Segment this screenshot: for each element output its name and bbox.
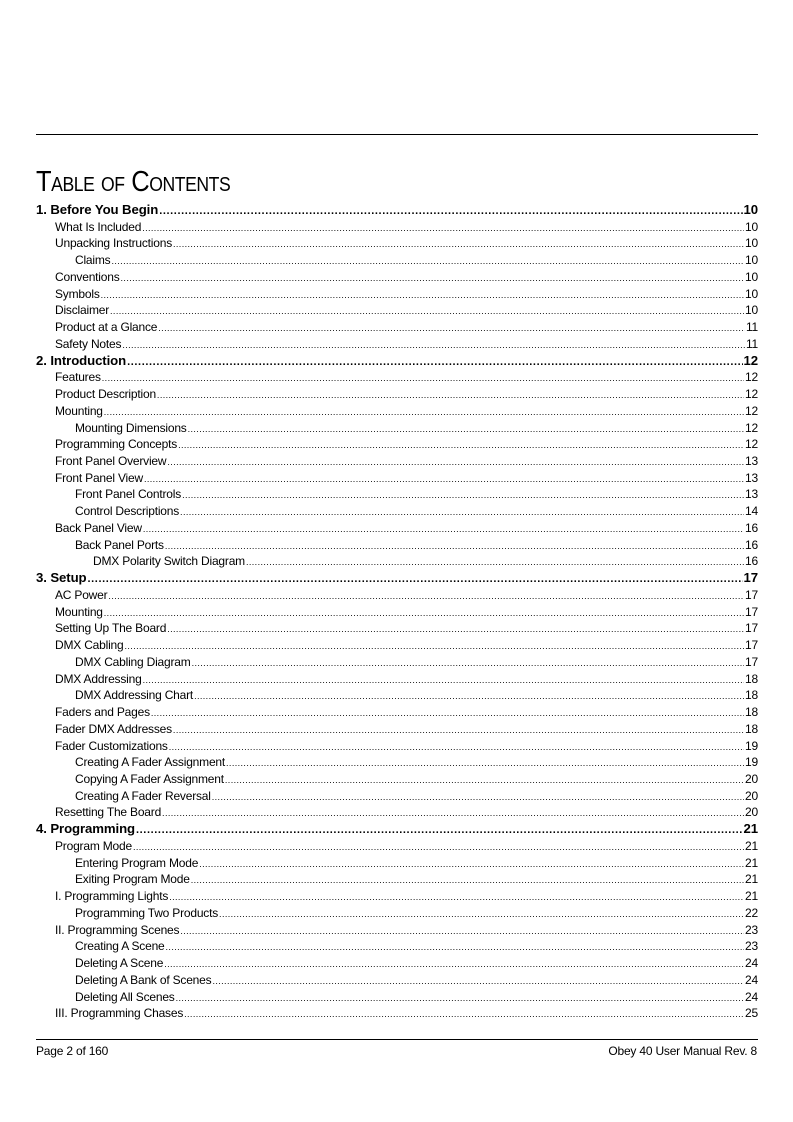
- dot-leader: [164, 956, 744, 973]
- toc-entry-title: What Is Included: [55, 219, 142, 234]
- toc-entry-title: 3. Setup: [36, 570, 87, 586]
- toc-entry-title: Programming Concepts: [55, 437, 178, 452]
- toc-entry-title: Disclaimer: [55, 303, 110, 318]
- dot-leader: [212, 973, 744, 990]
- page-title: Table of Contents: [36, 166, 231, 198]
- dot-leader: [143, 521, 744, 538]
- dot-leader: [122, 337, 745, 354]
- toc-entry-title: Deleting All Scenes: [75, 989, 175, 1004]
- dot-leader: [104, 605, 744, 622]
- dot-leader: [180, 923, 744, 940]
- dot-leader: [219, 906, 744, 923]
- footer-page-number: Page 2 of 160: [36, 1044, 109, 1058]
- toc-entry-page: 21: [745, 872, 758, 887]
- toc-entry[interactable]: [36, 453, 758, 470]
- toc-entry-page: 21: [745, 855, 758, 870]
- dot-leader: [173, 722, 744, 739]
- table-of-contents: [36, 202, 758, 1022]
- dot-leader: [199, 856, 744, 873]
- toc-entry-page: 17: [745, 604, 758, 619]
- toc-entry-title: Product at a Glance: [55, 320, 158, 335]
- dot-leader: [111, 253, 744, 270]
- toc-entry-title: Resetting The Board: [55, 805, 162, 820]
- toc-entry-title: Deleting A Scene: [75, 956, 164, 971]
- toc-entry[interactable]: [36, 955, 758, 972]
- dot-leader: [176, 990, 744, 1007]
- toc-entry[interactable]: [36, 738, 758, 755]
- toc-entry-page: 18: [745, 688, 758, 703]
- toc-entry[interactable]: [36, 905, 758, 922]
- toc-entry[interactable]: [36, 202, 758, 219]
- toc-entry-page: 24: [745, 956, 758, 971]
- toc-entry-title: Unpacking Instructions: [55, 236, 172, 251]
- toc-entry[interactable]: [36, 838, 758, 855]
- toc-entry-page: 11: [745, 336, 758, 351]
- toc-entry[interactable]: [36, 269, 758, 286]
- dot-leader: [104, 404, 744, 421]
- dot-leader: [144, 471, 744, 488]
- toc-entry[interactable]: [36, 671, 758, 688]
- toc-entry-page: 17: [745, 654, 758, 669]
- toc-entry[interactable]: [36, 972, 758, 989]
- dot-leader: [169, 739, 744, 756]
- toc-entry-page: 12: [745, 370, 758, 385]
- toc-entry-page: 12: [745, 437, 758, 452]
- toc-entry-title: Product Description: [55, 387, 156, 402]
- toc-entry-title: Copying A Fader Assignment: [75, 771, 224, 786]
- toc-entry-title: Fader DMX Addresses: [55, 721, 172, 736]
- toc-entry-title: Symbols: [55, 286, 100, 301]
- toc-entry-page: 12: [745, 403, 758, 418]
- toc-entry[interactable]: [36, 654, 758, 671]
- toc-entry-page: 10: [745, 286, 758, 301]
- dot-leader: [143, 672, 744, 689]
- dot-leader: [212, 789, 744, 806]
- toc-entry-page: 18: [745, 721, 758, 736]
- toc-entry[interactable]: [36, 520, 758, 537]
- toc-entry-title: Entering Program Mode: [75, 855, 199, 870]
- toc-entry[interactable]: [36, 922, 758, 939]
- footer-rule: [36, 1039, 758, 1040]
- toc-entry[interactable]: [36, 436, 758, 453]
- footer-document-title: Obey 40 User Manual Rev. 8: [608, 1044, 757, 1058]
- toc-entry-title: Features: [55, 370, 101, 385]
- toc-entry[interactable]: [36, 771, 758, 788]
- toc-entry[interactable]: [36, 219, 758, 236]
- dot-leader: [173, 236, 744, 253]
- toc-entry-page: 14: [745, 504, 758, 519]
- toc-entry[interactable]: [36, 286, 758, 303]
- toc-entry-title: I. Programming Lights: [55, 889, 169, 904]
- toc-entry-title: 4. Programming: [36, 821, 135, 837]
- dot-leader: [194, 688, 744, 705]
- dot-leader: [110, 303, 744, 320]
- toc-entry-title: Conventions: [55, 269, 120, 284]
- toc-entry-title: Mounting: [55, 403, 103, 418]
- toc-entry-page: 23: [745, 939, 758, 954]
- toc-entry[interactable]: [36, 252, 758, 269]
- toc-entry-page: 17: [745, 587, 758, 602]
- toc-entry-title: DMX Cabling: [55, 638, 124, 653]
- toc-entry-page: 24: [745, 972, 758, 987]
- toc-entry[interactable]: [36, 704, 758, 721]
- toc-entry[interactable]: [36, 888, 758, 905]
- toc-entry-page: 20: [745, 805, 758, 820]
- toc-entry[interactable]: [36, 336, 758, 353]
- toc-entry[interactable]: [36, 420, 758, 437]
- toc-entry-title: 1. Before You Begin: [36, 202, 159, 217]
- toc-entry-page: 11: [745, 320, 758, 335]
- toc-entry-page: 16: [745, 520, 758, 535]
- toc-entry-page: 19: [745, 755, 758, 770]
- dot-leader: [136, 822, 743, 839]
- toc-entry[interactable]: [36, 989, 758, 1006]
- dot-leader: [133, 839, 744, 856]
- toc-entry-title: Deleting A Bank of Scenes: [75, 972, 212, 987]
- toc-entry[interactable]: [36, 721, 758, 738]
- dot-leader: [88, 571, 743, 588]
- dot-leader: [226, 755, 744, 772]
- toc-entry-page: 10: [745, 253, 758, 268]
- dot-leader: [180, 504, 744, 521]
- toc-entry-title: Front Panel Overview: [55, 454, 167, 469]
- toc-entry[interactable]: [36, 353, 758, 370]
- dot-leader: [157, 387, 744, 404]
- toc-entry-title: Safety Notes: [55, 336, 122, 351]
- toc-entry-title: Claims: [75, 253, 111, 268]
- toc-entry-title: Exiting Program Mode: [75, 872, 190, 887]
- dot-leader: [167, 621, 744, 638]
- toc-entry-title: Setting Up The Board: [55, 621, 167, 636]
- toc-entry-page: 19: [745, 738, 758, 753]
- dot-leader: [178, 437, 744, 454]
- toc-entry-page: 17: [743, 570, 758, 586]
- toc-entry-title: Creating A Fader Reversal: [75, 788, 211, 803]
- toc-entry[interactable]: [36, 855, 758, 872]
- toc-entry-page: 20: [745, 771, 758, 786]
- toc-entry-page: 24: [745, 989, 758, 1004]
- toc-entry[interactable]: [36, 386, 758, 403]
- toc-entry-page: 13: [745, 487, 758, 502]
- dot-leader: [184, 1006, 744, 1023]
- dot-leader: [101, 287, 744, 304]
- toc-entry[interactable]: [36, 403, 758, 420]
- toc-entry-page: 21: [745, 838, 758, 853]
- toc-entry-title: 2. Introduction: [36, 352, 127, 368]
- toc-entry-page: 25: [745, 1006, 758, 1021]
- toc-entry-page: 10: [745, 236, 758, 251]
- dot-leader: [246, 554, 744, 571]
- dot-leader: [162, 805, 744, 822]
- toc-entry-title: Control Descriptions: [75, 504, 180, 519]
- toc-entry-page: 10: [745, 303, 758, 318]
- dot-leader: [167, 454, 744, 471]
- toc-entry-title: Program Mode: [55, 838, 132, 853]
- toc-entry-title: Front Panel View: [55, 470, 143, 485]
- dot-leader: [165, 538, 744, 555]
- toc-entry-page: 16: [745, 537, 758, 552]
- toc-entry-title: Programming Two Products: [75, 905, 219, 920]
- dot-leader: [102, 370, 744, 387]
- dot-leader: [225, 772, 744, 789]
- toc-entry[interactable]: [36, 470, 758, 487]
- toc-entry-title: Creating A Scene: [75, 939, 165, 954]
- toc-entry[interactable]: [36, 1005, 758, 1022]
- toc-entry-page: 12: [745, 420, 758, 435]
- toc-entry[interactable]: [36, 637, 758, 654]
- dot-leader: [151, 705, 744, 722]
- dot-leader: [158, 320, 745, 337]
- toc-entry-page: 22: [745, 905, 758, 920]
- toc-entry-title: Back Panel Ports: [75, 537, 164, 552]
- toc-entry-page: 18: [745, 705, 758, 720]
- dot-leader: [125, 638, 745, 655]
- toc-entry[interactable]: [36, 687, 758, 704]
- dot-leader: [108, 588, 744, 605]
- toc-entry-page: 21: [743, 821, 758, 837]
- toc-entry[interactable]: [36, 369, 758, 386]
- toc-entry[interactable]: [36, 587, 758, 604]
- dot-leader: [188, 421, 744, 438]
- header-rule: [36, 134, 758, 135]
- toc-entry-page: 13: [745, 470, 758, 485]
- toc-entry-title: DMX Cabling Diagram: [75, 654, 191, 669]
- dot-leader: [192, 655, 744, 672]
- toc-entry[interactable]: [36, 604, 758, 621]
- dot-leader: [182, 487, 744, 504]
- dot-leader: [169, 889, 744, 906]
- toc-entry[interactable]: [36, 788, 758, 805]
- toc-entry-page: 10: [745, 269, 758, 284]
- toc-entry[interactable]: [36, 938, 758, 955]
- toc-entry[interactable]: [36, 570, 758, 587]
- toc-entry[interactable]: [36, 486, 758, 503]
- toc-entry-title: Mounting Dimensions: [75, 420, 187, 435]
- dot-leader: [166, 939, 745, 956]
- toc-entry-page: 18: [745, 671, 758, 686]
- toc-entry-page: 23: [745, 922, 758, 937]
- toc-entry-title: DMX Addressing: [55, 671, 142, 686]
- toc-entry-page: 10: [743, 202, 758, 217]
- toc-entry[interactable]: [36, 754, 758, 771]
- dot-leader: [159, 203, 742, 220]
- toc-entry-page: 12: [745, 387, 758, 402]
- toc-entry[interactable]: [36, 319, 758, 336]
- toc-entry-title: DMX Polarity Switch Diagram: [93, 554, 245, 569]
- dot-leader: [142, 220, 744, 237]
- toc-entry[interactable]: [36, 871, 758, 888]
- toc-entry-title: II. Programming Scenes: [55, 922, 180, 937]
- toc-entry-title: Back Panel View: [55, 520, 142, 535]
- toc-entry-title: III. Programming Chases: [55, 1006, 184, 1021]
- toc-entry-page: 10: [745, 219, 758, 234]
- toc-entry-title: AC Power: [55, 587, 108, 602]
- toc-entry-title: DMX Addressing Chart: [75, 688, 194, 703]
- toc-entry[interactable]: [36, 302, 758, 319]
- toc-entry-page: 21: [745, 889, 758, 904]
- toc-entry-title: Faders and Pages: [55, 705, 150, 720]
- toc-entry-page: 17: [745, 638, 758, 653]
- toc-entry-title: Creating A Fader Assignment: [75, 755, 226, 770]
- toc-entry[interactable]: [36, 553, 758, 570]
- toc-entry[interactable]: [36, 804, 758, 821]
- toc-entry-title: Fader Customizations: [55, 738, 168, 753]
- toc-entry-page: 20: [745, 788, 758, 803]
- toc-entry-page: 16: [745, 554, 758, 569]
- dot-leader: [121, 270, 745, 287]
- toc-entry-page: 12: [743, 352, 758, 368]
- toc-entry-title: Front Panel Controls: [75, 487, 182, 502]
- toc-entry-title: Mounting: [55, 604, 103, 619]
- toc-entry[interactable]: [36, 503, 758, 520]
- dot-leader: [127, 354, 742, 371]
- toc-entry[interactable]: [36, 620, 758, 637]
- dot-leader: [191, 872, 744, 889]
- toc-entry[interactable]: [36, 537, 758, 554]
- toc-entry-page: 17: [745, 621, 758, 636]
- toc-entry[interactable]: [36, 235, 758, 252]
- toc-entry-page: 13: [745, 454, 758, 469]
- toc-entry[interactable]: [36, 821, 758, 838]
